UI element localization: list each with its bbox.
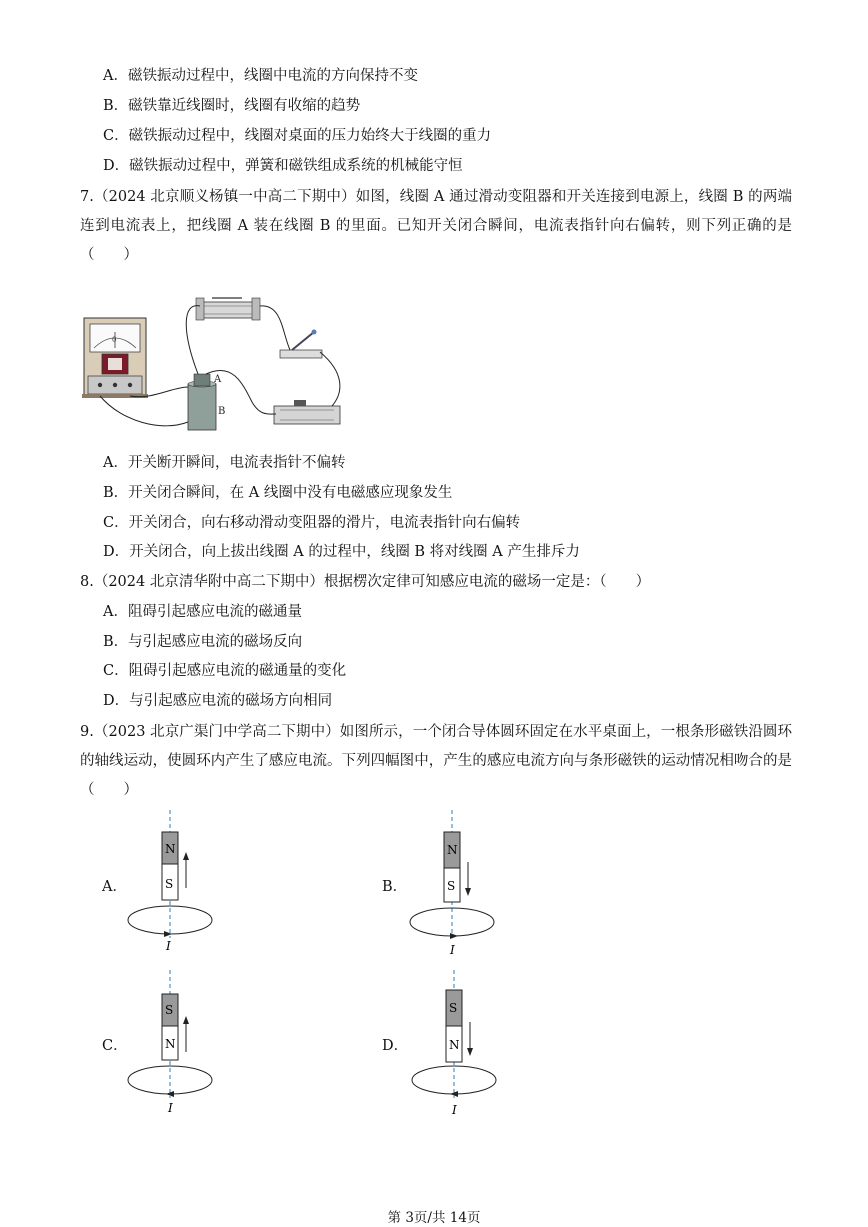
- q9-figure-c: [118, 968, 228, 1118]
- q9-figure-d-label: D．: [382, 1038, 409, 1054]
- q9b-bottom-pole: S: [447, 879, 456, 893]
- q9c-bottom-pole: N: [165, 1037, 176, 1051]
- coil-b-label: B: [218, 406, 226, 417]
- q9a-bottom-pole: S: [165, 877, 174, 891]
- galvanometer: [82, 318, 148, 398]
- switch: [280, 330, 322, 359]
- q7-option-c: C．开关闭合，向右移动滑动变阻器的滑片，电流表指针向右偏转: [103, 515, 521, 531]
- q8-option-a: A．阻碍引起感应电流的磁通量: [103, 604, 302, 620]
- coil-a-label: A: [214, 374, 222, 385]
- page-footer: 第 3页/共 14页: [387, 1210, 481, 1226]
- q7-option-b: B．开关闭合瞬间，在 A 线圈中没有电磁感应现象发生: [103, 485, 453, 501]
- q9b-current-label: I: [450, 943, 455, 957]
- q9a-current-label: I: [166, 939, 171, 953]
- q9-figure-a: [118, 808, 228, 958]
- q9-stem: 9.（2023 北京广渠门中学高二下期中）如图所示，一个闭合导体圆环固定在水平桌面上，一根条形磁铁沿圆环的轴线运动，使圆环内产生了感应电流。下列四幅图中，产生的感应电流方向与条形磁铁的运动情况相吻合的是（ ）: [80, 724, 792, 798]
- q9b-top-pole: N: [447, 843, 458, 857]
- q8-stem: 8.（2024 北京清华附中高二下期中）根据楞次定律可知感应电流的磁场一定是：（ ）: [80, 574, 651, 590]
- q6-option-d: D．磁铁振动过程中，弹簧和磁铁组成系统的机械能守恒: [103, 158, 463, 174]
- q9d-top-pole: S: [449, 1001, 458, 1015]
- q9c-current-label: I: [168, 1101, 173, 1115]
- meter-zero-label: 0: [112, 336, 117, 344]
- q9a-top-pole: N: [165, 842, 176, 856]
- coil-b: [188, 374, 216, 430]
- q7-stem: 7.（2024 北京顺义杨镇一中高二下期中）如图，线圈 A 通过滑动变阻器和开关连接到电源上，线圈 B 的两端连到电流表上，把线圈 A 装在线圈 B 的里面。已知开关闭合瞬间，电流表指针向右偏转，则下列正确的是（ ）: [80, 189, 792, 263]
- q9-figure-c-label: C．: [102, 1038, 128, 1054]
- power-supply: [274, 400, 340, 424]
- q8-option-b: B．与引起感应电流的磁场反向: [103, 634, 303, 650]
- q6-option-b: B．磁铁靠近线圈时，线圈有收缩的趋势: [103, 98, 361, 114]
- q9-figure-b: [400, 808, 510, 958]
- q7-circuit-figure: [82, 292, 344, 434]
- q9-figure-a-label: A．: [102, 879, 127, 895]
- q9c-top-pole: S: [165, 1003, 174, 1017]
- q7-option-d: D．开关闭合，向上拔出线圈 A 的过程中，线圈 B 将对线圈 A 产生排斥力: [103, 544, 580, 560]
- q9d-current-label: I: [452, 1103, 457, 1117]
- q7-option-a: A．开关断开瞬间，电流表指针不偏转: [103, 455, 346, 471]
- q8-option-d: D．与引起感应电流的磁场方向相同: [103, 693, 333, 709]
- q9-figure-b-label: B．: [382, 879, 408, 895]
- q9-figure-d: [400, 968, 510, 1118]
- q6-option-a: A．磁铁振动过程中，线圈中电流的方向保持不变: [103, 68, 418, 84]
- rheostat: [196, 298, 260, 320]
- q6-option-c: C．磁铁振动过程中，线圈对桌面的压力始终大于线圈的重力: [103, 128, 492, 144]
- q9d-bottom-pole: N: [449, 1038, 460, 1052]
- q8-option-c: C．阻碍引起感应电流的磁通量的变化: [103, 663, 347, 679]
